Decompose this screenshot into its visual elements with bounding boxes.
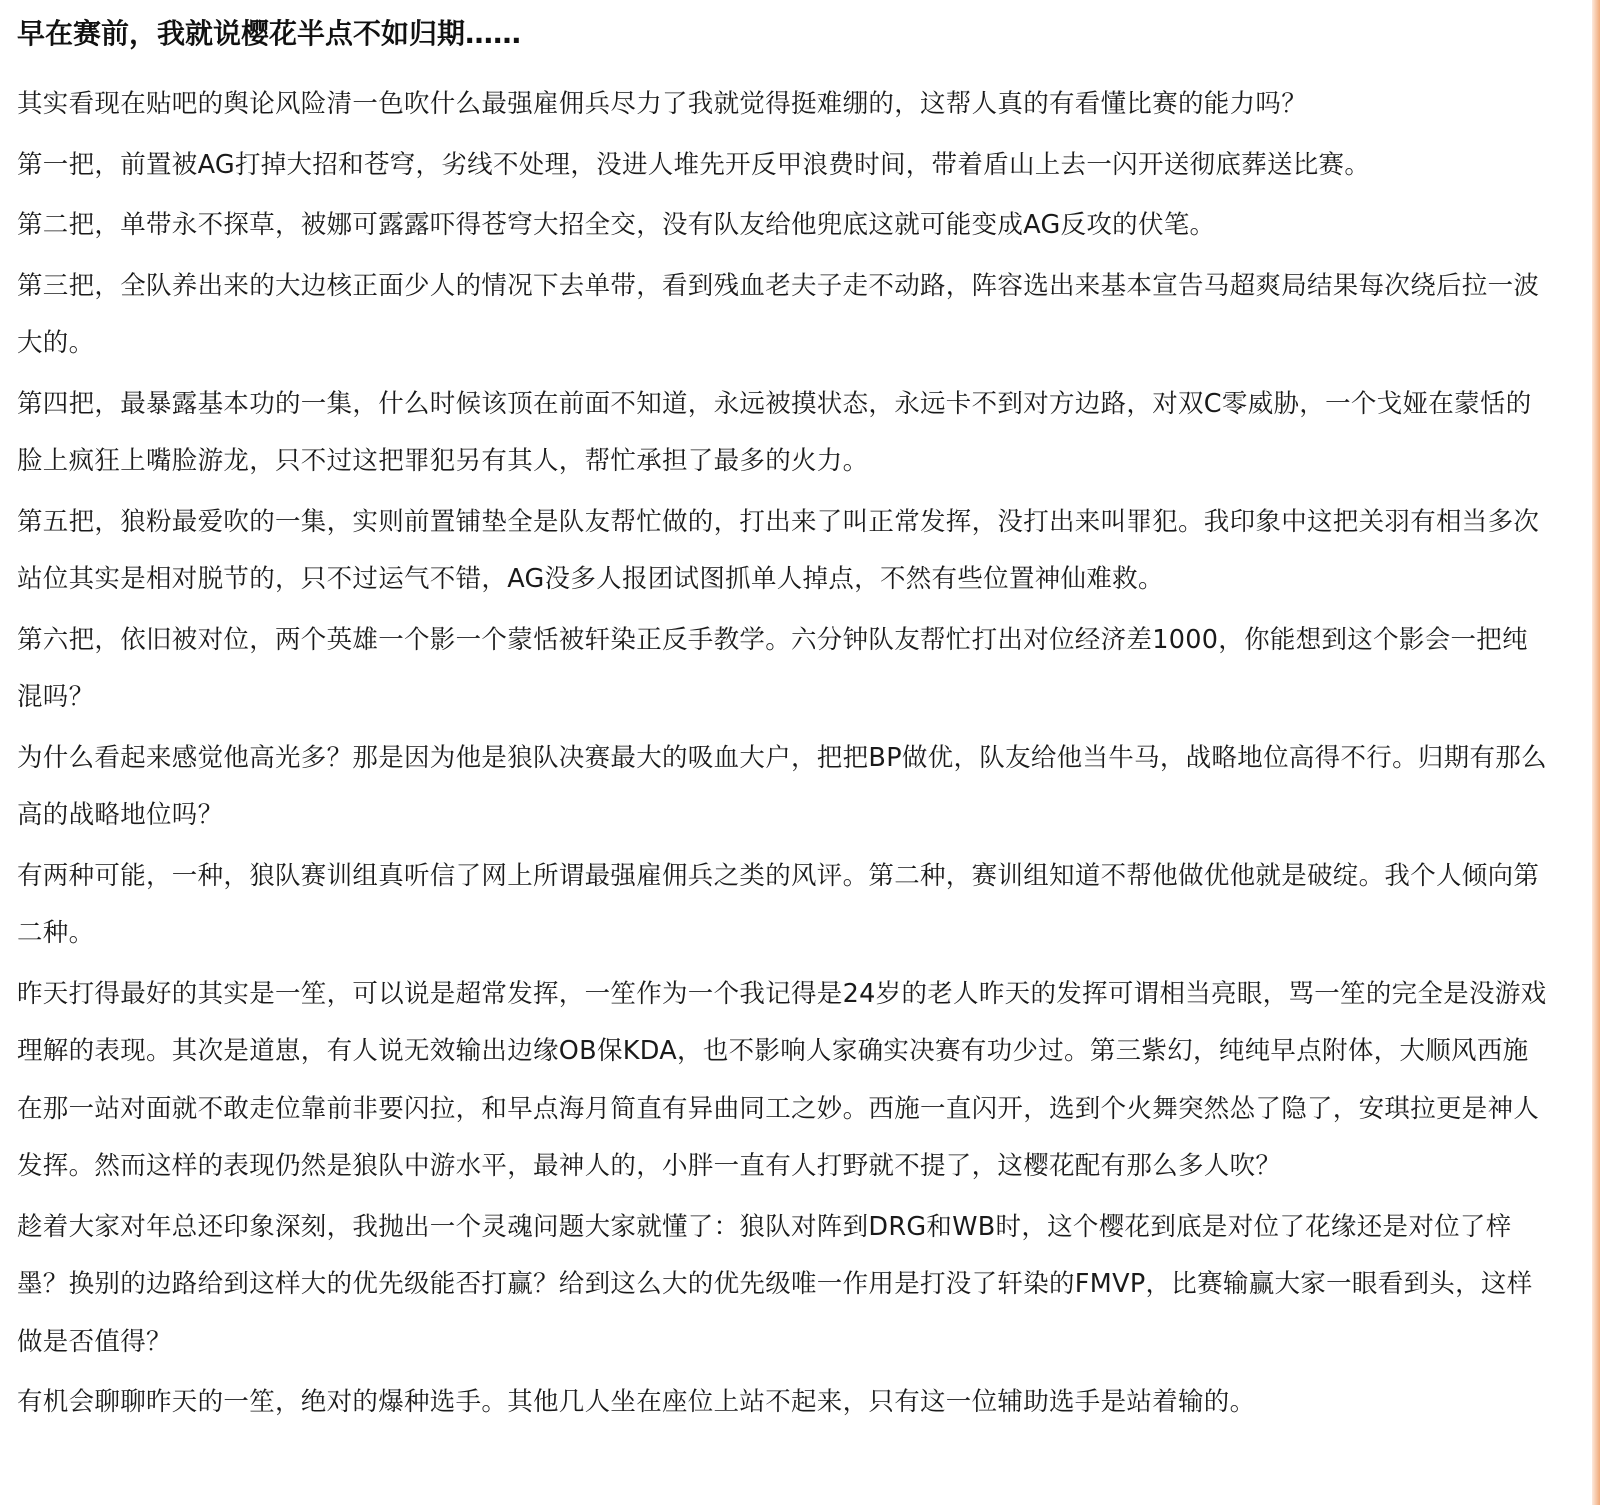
paragraph: 昨天打得最好的其实是一笙，可以说是超常发挥，一笙作为一个我记得是24岁的老人昨天的发挥可谓相当亮眼，骂一笙的完全是没游戏理解的表现。其次是道崽，有人说无效输出边缘OB保KDA，也不影响人家确实决赛有功少过。第三紫幻，纯纯早点附体，大顺风西施在那一站对面就不敢走位靠前非要闪拉，和早点海月简直有异曲同工之妙。西施一直闪开，选到个火舞突然怂了隐了，安琪拉更是神人发挥。然而这样的表现仍然是狼队中游水平，最神人的，小胖一直有人打野就不提了，这樱花配有那么多人吹？: [17, 978, 1547, 1181]
paragraph: 第四把，最暴露基本功的一集，什么时候该顶在前面不知道，永远被摸状态，永远卡不到对方边路，对双C零威胁，一个戈娅在蒙恬的脸上疯狂上嘴脸游龙，只不过这把罪犯另有其人，帮忙承担了最多的火力。: [17, 388, 1532, 476]
paragraph: 其实看现在贴吧的舆论风险清一色吹什么最强雇佣兵尽力了我就觉得挺难绷的，这帮人真的有看懂比赛的能力吗？: [17, 89, 1308, 119]
paragraph: 第五把，狼粉最爱吹的一集，实则前置铺垫全是队友帮忙做的，打出来了叫正常发挥，没打出来叫罪犯。我印象中这把关羽有相当多次站位其实是相对脱节的，只不过运气不错，AG没多人报团试图抓单人掉点，不然有些位置神仙难救。: [17, 506, 1540, 594]
article-title: 早在赛前，我就说樱花半点不如归期……: [17, 17, 522, 50]
paragraph: 第二把，单带永不探草，被娜可露露吓得苍穹大招全交，没有队友给他兜底这就可能变成AG反攻的伏笔。: [17, 210, 1216, 240]
paragraph: 第三把，全队养出来的大边核正面少人的情况下去单带，看到残血老夫子走不动路，阵容选出来基本宣告马超爽局结果每次绕后拉一波大的。: [17, 270, 1540, 358]
paragraph: 第一把，前置被AG打掉大招和苍穹，劣线不处理，没进人堆先开反甲浪费时间，带着盾山上去一闪开送彻底葬送比赛。: [17, 149, 1371, 180]
paragraph: 有两种可能，一种，狼队赛训组真听信了网上所谓最强雇佣兵之类的风评。第二种，赛训组知道不帮他做优他就是破绽。我个人倾向第二种。: [17, 860, 1540, 948]
paragraph: 为什么看起来感觉他高光多？那是因为他是狼队决赛最大的吸血大户，把把BP做优，队友给他当牛马，战略地位高得不行。归期有那么高的战略地位吗？: [17, 742, 1547, 830]
paragraph: 有机会聊聊昨天的一笙，绝对的爆种选手。其他几人坐在座位上站不起来，只有这一位辅助选手是站着输的。: [17, 1387, 1256, 1417]
paragraph: 第六把，依旧被对位，两个英雄一个影一个蒙恬被轩染正反手教学。六分钟队友帮忙打出对位经济差1000，你能想到这个影会一把纯混吗？: [17, 624, 1528, 712]
paragraph: 趁着大家对年总还印象深刻，我抛出一个灵魂问题大家就懂了：狼队对阵到DRG和WB时，这个樱花到底是对位了花缘还是对位了梓墨？换别的边路给到这样大的优先级能否打赢？给到这么大的优先级唯一作用是打没了轩染的FMVP，比赛输赢大家一眼看到头，这样做是否值得？: [17, 1211, 1533, 1357]
article: [17, 12, 1552, 1435]
page-edge-strip: [1592, 0, 1600, 1505]
